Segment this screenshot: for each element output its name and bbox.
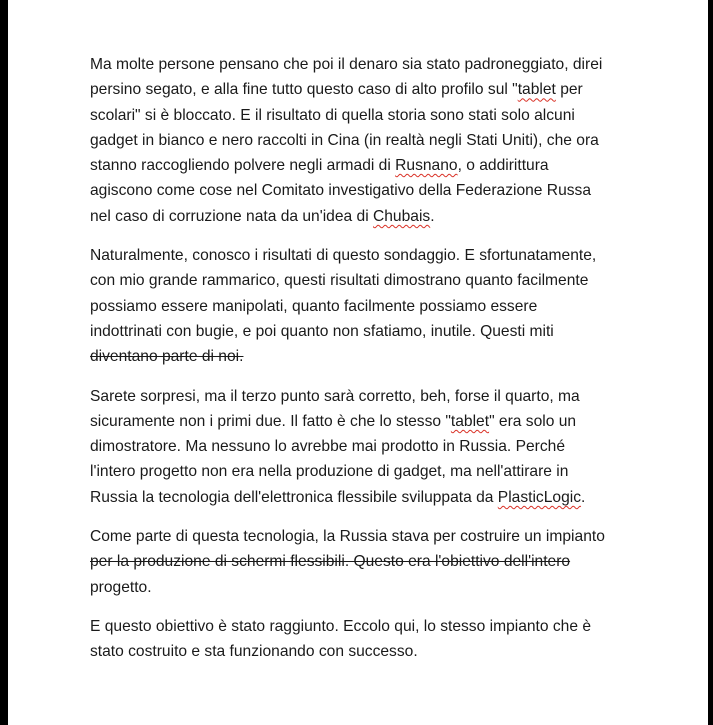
text-segment: Russia la tecnologia dell'elettronica flessibile sviluppata da [90,488,498,506]
text-line [90,52,620,77]
text-segment: progetto. [90,578,152,596]
text-segment: stato costruito e sta funzionando con successo. [90,643,418,661]
text-segment: . [430,207,435,225]
right-page-edge [708,0,713,725]
text-segment: l'intero progetto non era nella produzione di gadget, ma nell'attirare in [90,463,569,481]
text-line [90,409,620,434]
text-segment: Ma molte persone pensano che poi il denaro sia stato padroneggiato, direi [90,56,603,73]
text-line [90,204,620,229]
document-body[interactable] [90,52,620,679]
text-line [90,243,620,268]
text-line [90,294,620,319]
paragraph [90,524,620,600]
paragraph [90,614,620,665]
text-segment: gadget in bianco e nero raccolti in Cina (in realtà negli Stati Uniti), che ora [90,131,599,149]
text-line [90,549,620,574]
text-segment: Naturalmente, conosco i risultati di questo sondaggio. E sfortunatamente, [90,247,597,265]
text-segment: dimostratore. Ma nessuno lo avrebbe mai prodotto in Russia. Perché [90,438,565,456]
text-segment: sicuramente non i primi due. Il fatto è che lo stesso " [90,412,451,430]
text-segment: scolari" si è bloccato. E il risultato di quella storia sono stati solo alcuni [90,106,575,124]
spellcheck-flagged-word: tablet [450,412,490,430]
text-line [90,384,620,409]
text-segment: . [581,488,586,506]
strikethrough-text: per la produzione di schermi flessibili. Questo era l'obiettivo dell'intero [90,553,571,571]
text-segment: indottrinati con bugie, e poi quanto non sfatiamo, inutile. Questi miti [90,322,554,340]
text-segment: Come parte di questa tecnologia, la Russia stava per costruire un impianto [90,528,605,546]
text-line [90,344,620,369]
text-line [90,459,620,484]
text-line [90,485,620,510]
paragraph [90,384,620,510]
strikethrough-text: diventano parte di noi. [90,348,244,366]
text-line [90,575,620,600]
text-segment: " era solo un [489,412,577,430]
paragraph [90,52,620,229]
text-segment: , o addirittura [457,157,549,175]
text-segment: E questo obiettivo è stato raggiunto. Eccolo qui, lo stesso impianto che è [90,617,592,635]
left-page-edge [0,0,8,725]
text-line [90,524,620,549]
text-segment: con mio grande rammarico, questi risultati dimostrano quanto facilmente [90,272,589,290]
text-segment: possiamo essere manipolati, quanto facilmente possiamo essere [90,297,538,315]
text-line [90,153,620,178]
spellcheck-flagged-word: Rusnano [395,157,458,175]
text-segment: per [555,81,583,99]
paragraph [90,243,620,369]
text-line [90,178,620,203]
text-line [90,128,620,153]
text-line [90,103,620,128]
text-line [90,268,620,293]
spellcheck-flagged-word: Chubais [373,207,431,225]
text-segment: Sarete sorpresi, ma il terzo punto sarà corretto, beh, forse il quarto, ma [90,387,580,405]
spellcheck-flagged-word: PlasticLogic [497,488,582,506]
text-line [90,639,620,664]
text-segment: stanno raccogliendo polvere negli armadi di [90,157,396,175]
text-line [90,434,620,459]
text-line [90,77,620,102]
text-segment: agiscono come cose nel Comitato investigativo della Federazione Russa [90,182,592,200]
spellcheck-flagged-word: tablet [517,81,556,99]
text-line [90,614,620,639]
text-segment: nel caso di corruzione nata da un'idea di [90,207,373,225]
text-segment: persino segato, e alla fine tutto questo caso di alto profilo sul " [90,81,518,99]
text-line [90,319,620,344]
